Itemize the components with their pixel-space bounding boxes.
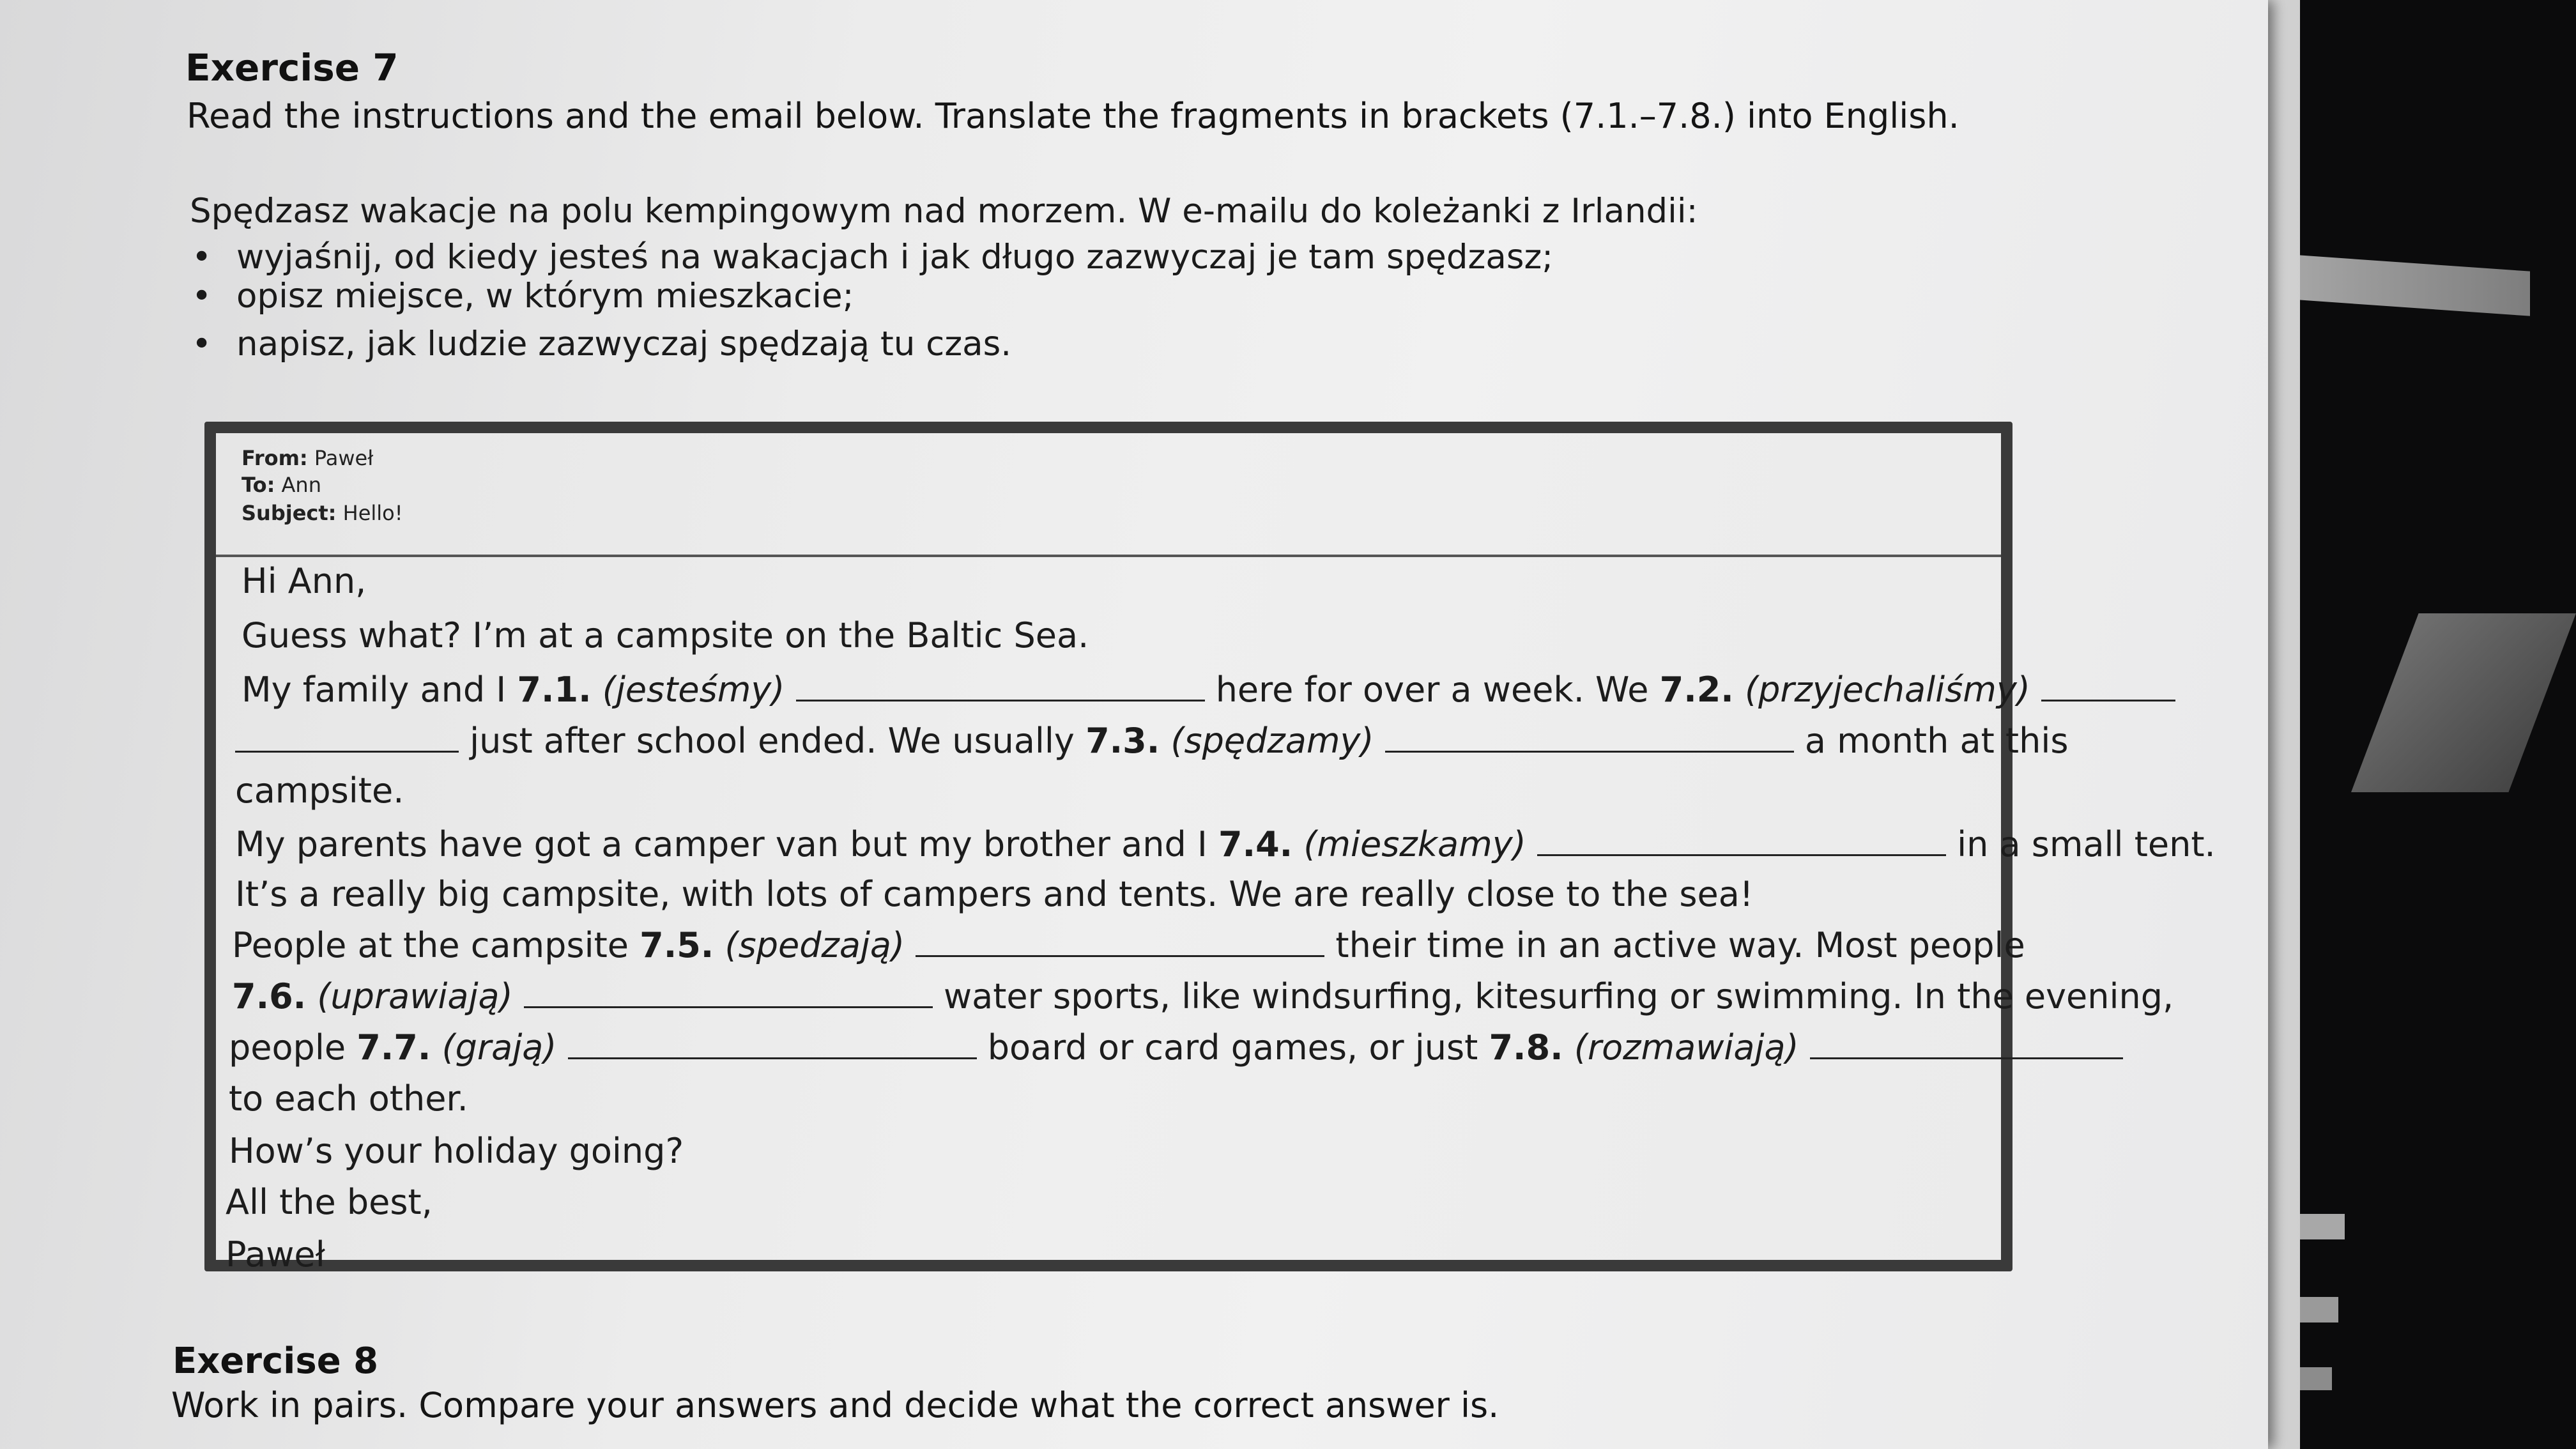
answer-blank-7-5[interactable]	[916, 926, 1324, 957]
answer-blank-7-2[interactable]	[2041, 670, 2175, 702]
bullet-text: napisz, jak ludzie zazwyczaj spędzają tu czas.	[236, 325, 1012, 364]
email-line: just after school ended. We usually 7.3. (spędzamy) a month at this	[235, 721, 2068, 761]
email-closing: All the best,	[226, 1182, 433, 1222]
answer-blank-7-7[interactable]	[568, 1028, 977, 1059]
background-object	[2300, 1367, 2332, 1390]
email-line: 7.6. (uprawiają) water sports, like windsurfing, kitesurfing or swimming. In the evening,	[232, 976, 2174, 1016]
email-line: to each other.	[229, 1078, 468, 1119]
email-to: To: Ann	[241, 473, 321, 497]
task-bullet: • napisz, jak ludzie zazwyczaj spędzają tu czas.	[192, 325, 1012, 364]
task-bullet: • opisz miejsce, w którym mieszkacie;	[192, 277, 854, 316]
background-object	[2262, 252, 2530, 316]
email-subject: Subject: Hello!	[241, 501, 403, 525]
bullet-text: wyjaśnij, od kiedy jesteś na wakacjach i jak długo zazwyczaj je tam spędzasz;	[236, 238, 1554, 277]
bullet-text: opisz miejsce, w którym mieszkacie;	[236, 277, 854, 316]
email-line: My parents have got a camper van but my brother and I 7.4. (mieszkamy) in a small tent.	[235, 824, 2216, 864]
exercise8-instruction: Work in pairs. Compare your answers and decide what the correct answer is.	[171, 1385, 1499, 1425]
answer-blank-7-1[interactable]	[796, 670, 1205, 702]
email-line: campsite.	[235, 770, 404, 811]
answer-blank-7-6[interactable]	[524, 977, 933, 1008]
email-from: From: Paweł	[241, 446, 374, 470]
background-object	[2351, 613, 2576, 792]
email-greeting: Hi Ann,	[241, 561, 367, 601]
background-object	[2300, 1214, 2345, 1239]
email-signature: Paweł	[226, 1234, 325, 1275]
email-line: people 7.7. (grają) board or card games, or just 7.8. (rozmawiają)	[229, 1027, 2123, 1068]
answer-blank-7-8[interactable]	[1810, 1028, 2123, 1059]
task-intro: Spędzasz wakacje na polu kempingowym nad morzem. W e-mailu do koleżanki z Irlandii:	[190, 192, 1698, 231]
email-line: Guess what? I’m at a campsite on the Baltic Sea.	[241, 615, 1089, 656]
background-object	[2300, 1297, 2338, 1322]
email-line: My family and I 7.1. (jesteśmy) here for over a week. We 7.2. (przyjechaliśmy)	[241, 670, 2175, 710]
email-line: People at the campsite 7.5. (spedzają) their time in an active way. Most people	[232, 925, 2025, 965]
exercise7-title: Exercise 7	[185, 46, 399, 89]
email-box	[204, 422, 2216, 1275]
email-line: How’s your holiday going?	[229, 1131, 684, 1171]
email-header	[216, 433, 2001, 557]
exercise8-title: Exercise 8	[172, 1340, 379, 1382]
answer-blank-7-4[interactable]	[1537, 825, 1946, 856]
task-bullet: • wyjaśnij, od kiedy jesteś na wakacjach i jak długo zazwyczaj je tam spędzasz;	[192, 238, 1554, 277]
answer-blank-7-2-cont[interactable]	[235, 721, 459, 753]
answer-blank-7-3[interactable]	[1385, 721, 1794, 753]
exercise7-instruction: Read the instructions and the email below. Translate the fragments in brackets (7.1.–7.8.) into English.	[187, 96, 1959, 136]
email-line: It’s a really big campsite, with lots of campers and tents. We are really close to the sea!	[235, 874, 1754, 914]
